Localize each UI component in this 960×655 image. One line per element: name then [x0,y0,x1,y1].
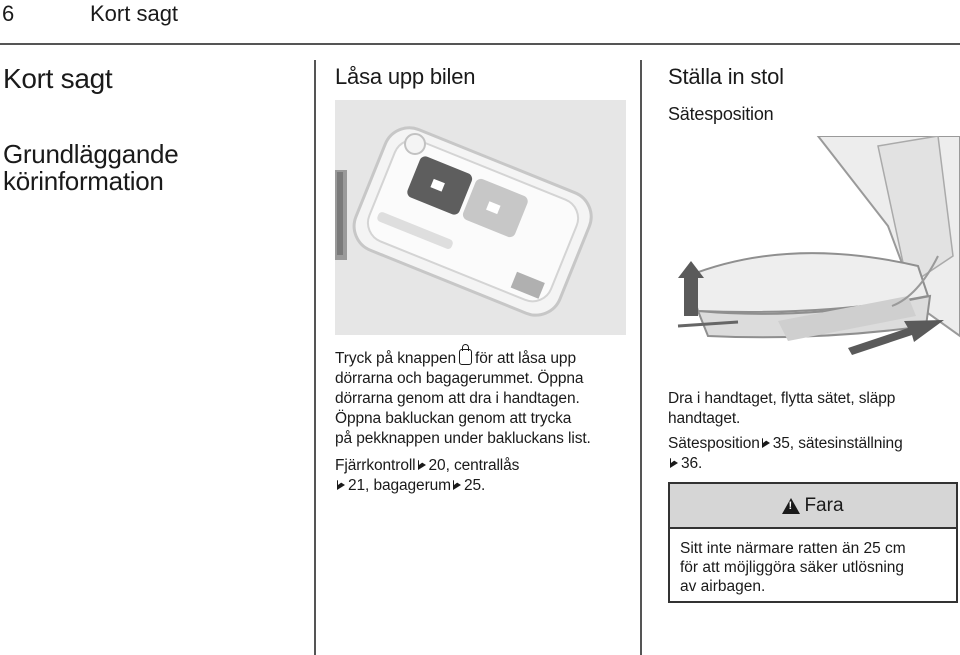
chapter-subtitle [3,141,178,195]
unlock-line-1: dörrarna och bagagerummet. Öppna [335,370,584,387]
ref-remote: Fjärrkontroll [335,457,416,474]
seat-line-2: handtaget. [668,410,741,427]
unlock-line-2: dörrarna genom att dra i handtagen. [335,390,580,407]
column-divider-2 [640,60,642,655]
unlock-icon [459,349,472,365]
key-illustration [335,100,626,335]
ref-trunk: 21, bagagerum [348,477,451,494]
chapter-title: Kort sagt [3,63,113,94]
seat-description [668,389,958,429]
warning-line-1: Sitt inte närmare ratten än 25 cm [680,540,906,557]
page-ref-arrow-icon [416,456,429,476]
chapter-subtitle-line1: Grundläggande [3,139,179,169]
warning-header [670,484,956,529]
unlock-line-3: Öppna bakluckan genom att trycka [335,410,572,427]
page-ref-arrow-icon [335,476,348,496]
ref-trunk-page: 25. [463,477,486,494]
header-divider [0,43,960,45]
unlock-text-b: för att låsa upp [475,350,576,367]
warning-box [668,482,958,603]
page-number: 6 [2,1,15,26]
seat-image [668,136,960,372]
warning-icon [782,498,800,514]
section-title-unlock: Låsa upp bilen [335,64,476,89]
warning-line-2: för att möjliggöra säker utlösning [680,559,905,576]
page-ref-arrow-icon [760,434,773,454]
unlock-line-4: på pekknappen under bakluckans list. [335,430,591,447]
unlock-references [335,456,635,496]
warning-text [670,529,956,596]
page-ref-arrow-icon [668,454,681,474]
seat-line-1: Dra i handtaget, flytta sätet, släpp [668,390,896,407]
seat-references [668,434,958,474]
ref-seat-adjustment-page: 36. [681,455,703,472]
unlock-description [335,349,635,449]
ref-seat-adjustment: 35, sätesinställning [772,435,903,452]
warning-title: Fara [804,494,844,516]
chapter-subtitle-line2: körinformation [3,166,164,196]
page-ref-arrow-icon [451,476,464,496]
running-header: Kort sagt [90,1,179,26]
warning-line-3: av airbagen. [680,578,766,595]
seat-illustration [668,136,960,372]
ref-central-lock: 20, centrallås [428,457,520,474]
car-key-image [335,100,626,335]
subsection-title-seat-position: Sätesposition [668,104,774,124]
column-divider-1 [314,60,316,655]
unlock-text-a: Tryck på knappen [335,350,457,367]
ref-seat-position: Sätesposition [668,435,760,452]
section-title-seat: Ställa in stol [668,64,784,89]
